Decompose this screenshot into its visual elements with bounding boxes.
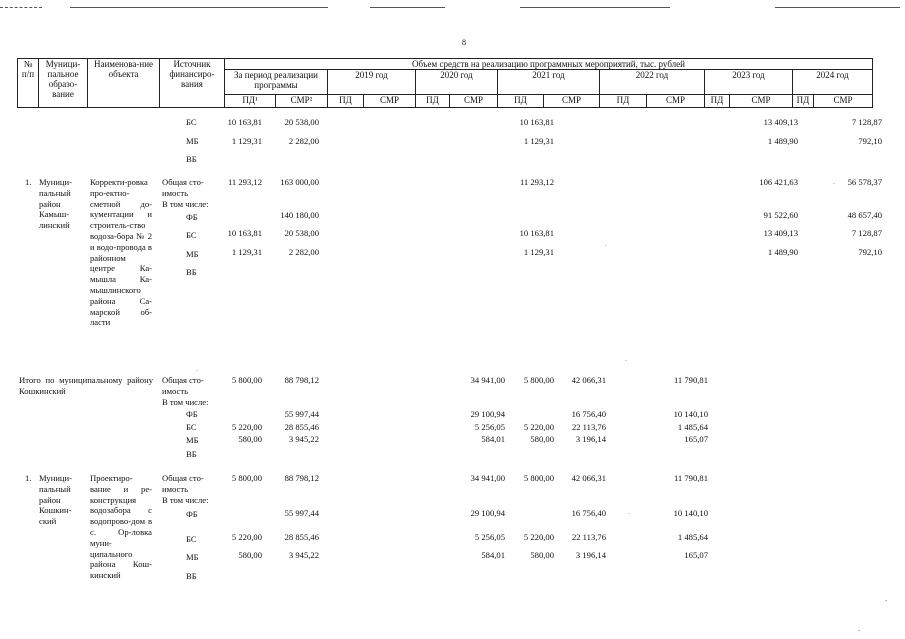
header-year-2020: 2020 год	[416, 70, 498, 95]
source-cell: БС	[186, 117, 197, 127]
value-cell: 28 855,46	[284, 422, 319, 432]
value-cell: 3 945,22	[288, 434, 319, 444]
value-cell: 29 100,94	[470, 508, 505, 518]
header-smr: СМР	[814, 95, 873, 108]
value-cell: 584,01	[481, 434, 505, 444]
scan-speck: -	[885, 596, 888, 604]
value-cell: 5 800,00	[523, 473, 554, 483]
source-cell: В том числе:	[162, 495, 209, 505]
value-cell: 10 140,10	[673, 409, 708, 419]
value-cell: 10 163,81	[227, 117, 262, 127]
value-cell: 11 293,12	[519, 177, 554, 187]
value-cell: 88 798,12	[284, 473, 319, 483]
header-volume: Объем средств на реализацию программных мероприятий, тыс. рублей	[225, 59, 873, 70]
source-cell: ФБ	[186, 409, 198, 419]
value-cell: 16 756,40	[571, 409, 606, 419]
source-cell: Общая сто-имость	[162, 375, 204, 396]
value-cell: 42 066,31	[571, 473, 606, 483]
value-cell: 13 409,13	[763, 228, 798, 238]
header-pd: ПД	[600, 95, 647, 108]
value-cell: 28 855,46	[284, 532, 319, 542]
scan-speck: .	[196, 365, 198, 373]
value-cell: 580,00	[238, 434, 262, 444]
source-cell: МБ	[186, 136, 199, 146]
value-cell: 1 489,90	[767, 247, 798, 257]
value-cell: 1 129,31	[231, 247, 262, 257]
municipality-cell: Муници-пальный район Камыш-линский	[39, 177, 72, 231]
source-cell: БС	[186, 422, 197, 432]
header-num: № п/п	[18, 59, 39, 108]
value-cell: 7 128,87	[851, 117, 882, 127]
value-cell: 10 163,81	[519, 228, 554, 238]
object-cell: Корректи-ровка про-ектно-сметной до-кументации и строитель-ство водоза-бора № 2 и водо-провода в районном центре Ка-мышла Ка-мышлинского района Са-марской об-ласти	[90, 177, 152, 328]
header-smr: СМР	[647, 95, 705, 108]
value-cell: 10 163,81	[227, 228, 262, 238]
value-cell: 163 000,00	[280, 177, 319, 187]
source-cell: БС	[186, 534, 197, 544]
header-smr: СМР²	[276, 95, 328, 108]
header-pd: ПД	[328, 95, 364, 108]
header-year-2023: 2023 год	[705, 70, 793, 95]
value-cell: 5 256,05	[474, 422, 505, 432]
value-cell: 3 196,14	[575, 434, 606, 444]
source-cell: ВБ	[186, 154, 197, 164]
source-cell: МБ	[186, 249, 199, 259]
header-period-total: За период реализации программы	[225, 70, 328, 95]
value-cell: 16 756,40	[571, 508, 606, 518]
scan-speck: .	[628, 508, 630, 516]
value-cell: 3 196,14	[575, 550, 606, 560]
value-cell: 11 790,81	[673, 473, 708, 483]
municipality-cell: Муници-пальный район Кошкин-ский	[39, 473, 72, 527]
source-cell: Общая сто-имость	[162, 473, 204, 494]
value-cell: 5 800,00	[231, 473, 262, 483]
source-cell: ВБ	[186, 449, 197, 459]
header-smr: СМР	[364, 95, 416, 108]
source-cell: МБ	[186, 552, 199, 562]
value-cell: 5 800,00	[231, 375, 262, 385]
scan-speck: .	[625, 355, 627, 363]
source-cell: ВБ	[186, 267, 197, 277]
value-cell: 5 220,00	[231, 422, 262, 432]
value-cell: 91 522,60	[763, 210, 798, 220]
value-cell: 2 282,00	[288, 136, 319, 146]
value-cell: 34 941,00	[470, 473, 505, 483]
value-cell: 88 798,12	[284, 375, 319, 385]
scan-edge-line	[70, 7, 328, 8]
object-cell: Проектиро-вание и ре-конструкция водозабора с водопрово-дом в с. Ор-ловка муни-ципального района Кош-кинский	[90, 473, 152, 581]
scan-edge-line	[370, 7, 445, 8]
header-smr: СМР	[450, 95, 498, 108]
value-cell: 1 485,64	[677, 422, 708, 432]
value-cell: 11 790,81	[673, 375, 708, 385]
scan-speck: -	[858, 626, 861, 634]
source-cell: В том числе:	[162, 397, 209, 407]
header-object: Наименова-ние объекта	[88, 59, 160, 108]
header-pd: ПД	[793, 95, 814, 108]
value-cell: 48 657,40	[847, 210, 882, 220]
value-cell: 11 293,12	[227, 177, 262, 187]
value-cell: 55 997,44	[284, 409, 319, 419]
row-number: 1.	[25, 473, 32, 483]
value-cell: 1 489,90	[767, 136, 798, 146]
value-cell: 580,00	[530, 550, 554, 560]
value-cell: 55 997,44	[284, 508, 319, 518]
value-cell: 5 220,00	[523, 422, 554, 432]
source-cell: МБ	[186, 435, 199, 445]
value-cell: 580,00	[530, 434, 554, 444]
value-cell: 165,07	[684, 550, 708, 560]
value-cell: 1 129,31	[231, 136, 262, 146]
value-cell: 10 140,10	[673, 508, 708, 518]
value-cell: 10 163,81	[519, 117, 554, 127]
district-total-label: Итого по муниципальному району Кошкинский	[19, 375, 153, 396]
value-cell: 1 485,64	[677, 532, 708, 542]
header-year-2021: 2021 год	[498, 70, 600, 95]
value-cell: 580,00	[238, 550, 262, 560]
header-smr: СМР	[544, 95, 600, 108]
scan-edge-line	[775, 7, 900, 8]
row-number: 1.	[25, 177, 32, 187]
source-cell: Общая сто-имость	[162, 177, 204, 198]
scan-speck: .	[833, 178, 835, 186]
source-cell: ВБ	[186, 571, 197, 581]
value-cell: 5 220,00	[523, 532, 554, 542]
header-pd: ПД	[498, 95, 544, 108]
source-cell: В том числе:	[162, 199, 209, 209]
table-header	[17, 58, 873, 108]
value-cell: 22 113,76	[571, 532, 606, 542]
header-year-2019: 2019 год	[328, 70, 416, 95]
value-cell: 5 220,00	[231, 532, 262, 542]
header-smr: СМР	[730, 95, 793, 108]
source-cell: ФБ	[186, 212, 198, 222]
value-cell: 7 128,87	[851, 228, 882, 238]
value-cell: 140 180,00	[280, 210, 319, 220]
value-cell: 5 800,00	[523, 375, 554, 385]
header-pd: ПД	[705, 95, 730, 108]
header-municipality: Муници-пальное образо-вание	[39, 59, 88, 108]
value-cell: 42 066,31	[571, 375, 606, 385]
scan-edge-line	[520, 7, 670, 8]
header-year-2024: 2024 год	[793, 70, 873, 95]
value-cell: 13 409,13	[763, 117, 798, 127]
value-cell: 584,01	[481, 550, 505, 560]
value-cell: 34 941,00	[470, 375, 505, 385]
value-cell: 106 421,63	[759, 177, 798, 187]
value-cell: 5 256,05	[474, 532, 505, 542]
value-cell: 2 282,00	[288, 247, 319, 257]
value-cell: 20 538,00	[284, 117, 319, 127]
value-cell: 792,10	[858, 136, 882, 146]
value-cell: 56 578,37	[847, 177, 882, 187]
value-cell: 3 945,22	[288, 550, 319, 560]
header-pd: ПД	[416, 95, 450, 108]
value-cell: 165,07	[684, 434, 708, 444]
value-cell: 22 113,76	[571, 422, 606, 432]
value-cell: 20 538,00	[284, 228, 319, 238]
source-cell: ФБ	[186, 509, 198, 519]
header-pd: ПД¹	[225, 95, 276, 108]
value-cell: 1 129,31	[523, 247, 554, 257]
source-cell: БС	[186, 230, 197, 240]
scan-edge-line	[0, 7, 42, 8]
value-cell: 792,10	[858, 247, 882, 257]
header-source: Источник финансиро-вания	[160, 59, 225, 108]
page-number: 8	[462, 38, 466, 47]
value-cell: 1 129,31	[523, 136, 554, 146]
scan-speck: .	[605, 240, 607, 248]
value-cell: 29 100,94	[470, 409, 505, 419]
header-year-2022: 2022 год	[600, 70, 705, 95]
